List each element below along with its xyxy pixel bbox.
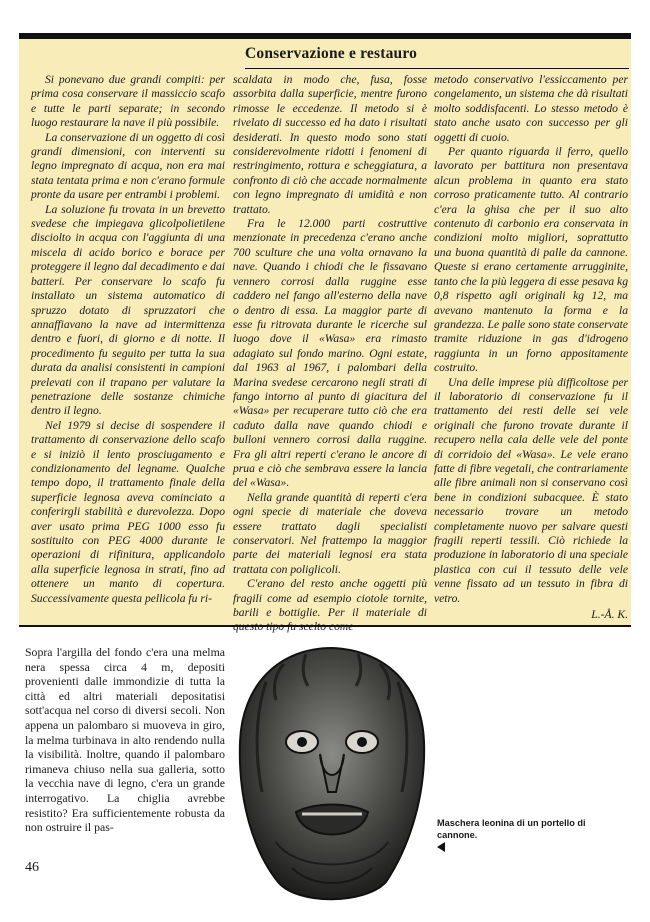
conservation-sidebar-box bbox=[19, 33, 631, 634]
paragraph: C'erano del resto anche oggetti più fragili come ad esempio ciotole tornite, barili e bottiglie. Per il materiale di questo tipo fu scelto come bbox=[233, 577, 427, 634]
sidebar-column-1 bbox=[31, 73, 225, 606]
paragraph: Fra le 12.000 parti costruttive menzionate in precedenza c'erano anche 700 sculture che una volta ornavano la nave. Quando i chiodi che le fissavano vennero corrosi dalla ruggine esse caddero nel fango all'esterno della nave o dentro di essa. La maggior parte di esse fu ritrovata durante le ricerche sul luogo dove il «Wasa» era rimasto adagiato sul fondo marino. Ogni estate, dal 1963 al 1967, i palombari della Marina svedese cercarono negli strati di fango intorno al punto di giacitura del «Wasa» per recuperare tutto ciò che era caduto dalla nave quando chiodi e bulloni vennero corrosi dalla ruggine. Fra gli altri reperti c'erano le ancore di prua e ciò che sembrava essere la lancia del «Wasa». bbox=[233, 217, 427, 490]
paragraph: Per quanto riguarda il ferro, quello lavorato per battitura non presentava alcun problema in quanto era stato corroso praticamente tutto. Al contrario c'era la ghisa che per il suo alto contenuto di carbonio era conservata in condizioni molto migliori, soprattutto una buona quantità di palle da cannone. Queste si erano certamente arrugginite, tanto che la più leggera di esse pesava kg 0,8 rispetto agli originali kg 12, ma avevano mantenuto la forma e la grandezza. Le palle sono state conservate tramite riduzione in gas d'idrogeno raggiunta in un forno appositamente costruito. bbox=[434, 145, 628, 375]
paragraph: metodo conservativo l'essiccamento per congelamento, un sistema che dà risultati molto soddisfacenti. Lo stesso metodo è stato anche usato con successo per gli oggetti di cuoio. bbox=[434, 73, 628, 144]
paragraph: La conservazione di un oggetto di così grandi dimensioni, con interventi su legno impregnato di acqua, non era mai stata tentata prima e non c'erano formule pronte da usare per entrambi i problemi. bbox=[31, 130, 225, 202]
paragraph: Una delle imprese più difficoltose per il laboratorio di conservazione fu il trattamento dei resti delle sei vele originali che furono trovate durante il recupero nella cala delle vele del ponte di corridoio del «Wasa». Le vele erano fatte di fibre vegetali, che contrariamente alle fibre animali non si conservano così bene in condizioni subacquee. È stato necessario trovare un metodo completamente nuovo per salvare questi fragili reperti tessili. Ciò richiede la produzione in laboratorio di una speciale plastica con cui il tessuto delle vele venne fissato ad un tessuto in fibra di vetro. bbox=[434, 375, 628, 605]
paragraph: Nella grande quantità di reperti c'era ogni specie di materiale che doveva essere trattato dagli specialisti conservatori. Nel frattempo la maggior parte dei materiali legnosi era stata trattata con poliglicoli. bbox=[233, 490, 427, 576]
paragraph: La soluzione fu trovata in un brevetto svedese che impiegava glicolpolietilene disciolto in acqua con l'aggiunta di una miscela di acido borico e borace per proteggere il legno dal decadimento e dai batteri. Per conservare lo scafo fu installato un sistema automatico di spruzzo dotato di spruzzatori che annaffiavano la nave ad intermittenza dentro e fuori, di giorno e di notte. Il procedimento fu seguito per tutta la sua durata da analisi consistenti in campioni prelevati con il trapano per valutare la penetrazione delle sostanze chimiche dentro il legno. bbox=[31, 202, 225, 418]
sidebar-title: Conservazione e restauro bbox=[245, 45, 418, 62]
page-number: 46 bbox=[25, 860, 39, 875]
paragraph: Nel 1979 si decise di sospendere il trattamento di conservazione dello scafo e si iniziò il lento prosciugamento e condizionamento del legname. Qualche tempo dopo, il trattamento finale della superficie legnosa aveva cominciato a conferirgli stabilità e durevolezza. Dopo aver usato prima PEG 1000 esso fu sostituito con PEG 4000 durante le operazioni di rifinitura, applicandolo alla superficie legnosa in strati, fino ad ottenere un manto di copertura. Successivamente questa pellicola fu ri- bbox=[31, 418, 225, 605]
photo-caption: Maschera leonina di un portello di cannone. bbox=[437, 818, 586, 840]
title-rule bbox=[245, 68, 629, 69]
author-signature: L.-Å. K. bbox=[591, 608, 628, 622]
lion-mask-photo bbox=[236, 642, 428, 910]
paragraph: scaldata in modo che, fusa, fosse assorbita dalla superficie, mentre furono rimosse le eccedenze. Il metodo si è rivelato di successo ed ha dato i risultati desiderati. In questo modo sono stati considerevolmente ridotti i fenomeni di restringimento, rottura e scheggiatura, a confronto di ciò che accade normalmente con legno impregnato di umidità e non trattato. bbox=[233, 73, 427, 216]
body-text: Sopra l'argilla del fondo c'era una melma nera spessa circa 4 m, depositi provenienti dalle immondizie di tutta la città ed altri materiali depositatisi sott'acqua nel corso di diversi secoli. Non appena un palombaro si muoveva in giro, la melma turbinava in alto rendendo nulla la visibilità. Inoltre, quando il palombaro rimaneva chiuso nella sua galleria, sotto la vecchia nave di legno, c'era un grande interrogativo. La chiglia avrebbe resistito? Era sufficientemente robusta da non ostruire il pas- bbox=[25, 645, 225, 835]
paragraph: Si ponevano due grandi compiti: per prima cosa conservare il massiccio scafo e tutte le parti separate; in secondo luogo restaurare la nave il più possibile. bbox=[31, 73, 225, 130]
sidebar-column-2 bbox=[233, 73, 427, 635]
caption-pointer-icon bbox=[437, 842, 445, 852]
sidebar-column-3 bbox=[434, 73, 628, 622]
